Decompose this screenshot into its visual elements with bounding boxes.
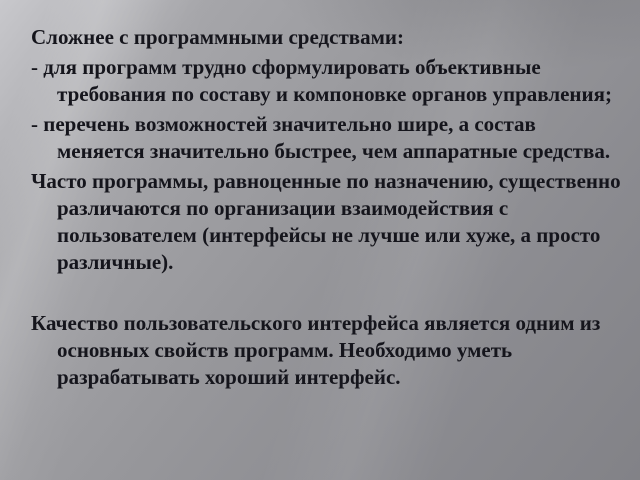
text-line: разрабатывать хороший интерфейс.	[57, 365, 401, 389]
slide-text-block	[0, 24, 640, 394]
text-line: - перечень возможностей значительно шире, а состав	[31, 112, 536, 136]
text-line: различные).	[57, 250, 174, 274]
text-line: основных свойств программ. Необходимо уметь	[57, 338, 513, 362]
text-line: - для программ трудно сформулировать объективные	[31, 55, 541, 79]
blank-line	[31, 279, 634, 310]
paragraph-programs-differ	[31, 168, 634, 276]
text-line: требования по составу и компоновке органов управления;	[57, 82, 612, 106]
paragraph-intro	[31, 24, 634, 51]
paragraph-interface-quality	[31, 310, 634, 391]
text-line: Часто программы, равноценные по назначению, существенно	[31, 169, 621, 193]
text-line: Качество пользовательского интерфейса является одним из	[31, 311, 601, 335]
paragraph-bullet-requirements	[31, 54, 634, 108]
text-line: меняется значительно быстрее, чем аппаратные средства.	[57, 139, 611, 163]
text-line: Сложнее с программными средствами:	[31, 25, 405, 49]
text-line: различаются по организации взаимодействия с	[57, 196, 509, 220]
text-line: пользователем (интерфейсы не лучше или хуже, а просто	[57, 223, 601, 247]
paragraph-bullet-capabilities	[31, 111, 634, 165]
